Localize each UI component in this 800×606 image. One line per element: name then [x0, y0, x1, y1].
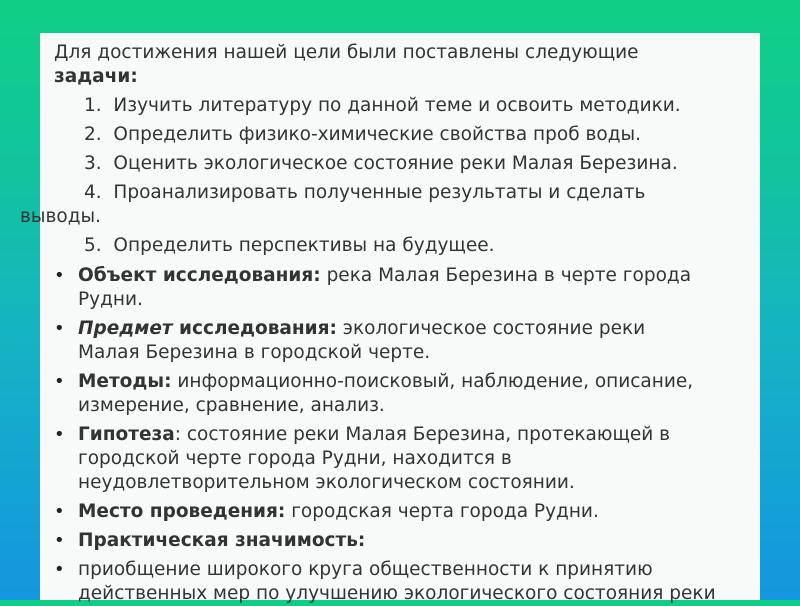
methods-text: информационно-поисковый, наблюдение, описание,: [171, 371, 694, 392]
task-text: Определить физико-химические свойства проб воды.: [113, 124, 641, 145]
task-text: Определить перспективы на будущее.: [113, 235, 495, 256]
subject-label: исследования: [172, 318, 330, 339]
task-continuation: выводы.: [20, 206, 102, 227]
bullet-icon: •: [54, 501, 65, 522]
subject-line: [78, 316, 645, 341]
task-item: [84, 122, 641, 147]
intro-line: Для достижения нашей цели были поставлены следующие: [54, 42, 639, 63]
subject-text: экологическое состояние реки: [336, 318, 646, 339]
hypothesis-line-3: неудовлетворительном экологическом состоянии.: [78, 472, 575, 493]
task-item: [84, 233, 495, 258]
task-item: [84, 93, 681, 118]
object-colon: :: [313, 265, 321, 286]
hypothesis-label: Гипотеза: [78, 424, 175, 445]
place-line: [78, 499, 599, 524]
significance-text-line: приобщение широкого круга общественности к принятию: [78, 559, 653, 580]
bullet-icon: •: [54, 559, 65, 580]
subject-line-2: Малая Березина в городской черте.: [78, 342, 431, 363]
significance-colon: :: [357, 530, 366, 551]
bullet-icon: •: [54, 424, 65, 445]
task-number: 1.: [84, 95, 102, 116]
task-text: Проанализировать полученные результаты и сделать: [113, 182, 646, 203]
methods-label: Методы: [78, 371, 165, 392]
bullet-icon: •: [54, 265, 65, 286]
task-text: Оценить экологическое состояние реки Малая Березина.: [113, 153, 678, 174]
place-text: городская черта города Рудни.: [285, 501, 599, 522]
subject-label-italic: Предмет: [78, 318, 173, 339]
significance-text-line-2: действенных мер по улучшению экологического состояния реки: [78, 583, 716, 604]
hypothesis-line: [78, 422, 670, 447]
subject-colon: :: [329, 318, 337, 339]
task-number: 2.: [84, 124, 102, 145]
hypothesis-colon: :: [174, 424, 181, 445]
object-text: река Малая Березина в черте города: [320, 265, 692, 286]
task-number: 3.: [84, 153, 102, 174]
object-label: Объект исследования: [78, 265, 314, 286]
significance-line: [78, 528, 365, 553]
bullet-icon: •: [54, 318, 65, 339]
object-line: [78, 263, 691, 288]
hypothesis-text: состояние реки Малая Березина, протекающей в: [180, 424, 671, 445]
intro-tasks-heading: задачи:: [54, 66, 138, 87]
bullet-icon: •: [54, 371, 65, 392]
task-text: Изучить литературу по данной теме и освоить методики.: [113, 95, 681, 116]
place-colon: :: [277, 501, 286, 522]
significance-label: Практическая значимость: [78, 530, 358, 551]
task-number: 4.: [84, 182, 102, 203]
task-number: 5.: [84, 235, 102, 256]
task-item: [84, 180, 645, 205]
methods-line-2: измерение, сравнение, анализ.: [78, 395, 385, 416]
hypothesis-line-2: городской черте города Рудни, находится в: [78, 448, 512, 469]
bullet-icon: •: [54, 530, 65, 551]
object-line-2: Рудни.: [78, 289, 143, 310]
methods-colon: :: [164, 371, 172, 392]
task-item: [84, 151, 678, 176]
slide-content-panel: [20, 33, 760, 604]
place-label: Место проведения: [78, 501, 278, 522]
methods-line: [78, 369, 693, 394]
